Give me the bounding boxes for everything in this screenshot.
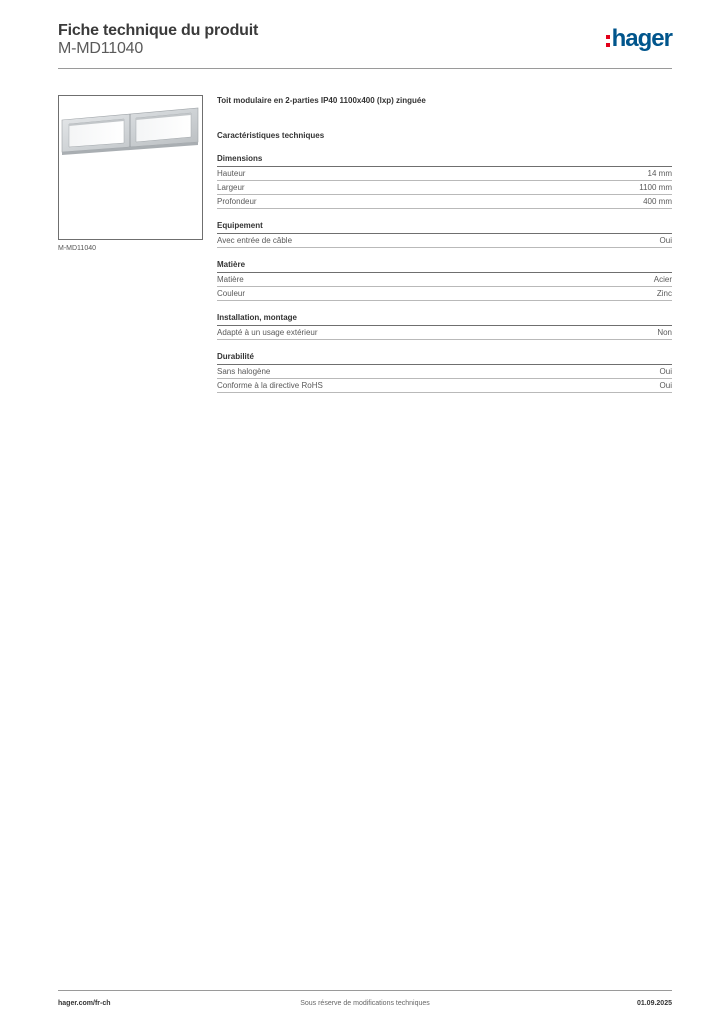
spec-group-title: Durabilité [217,350,672,365]
spec-label: Profondeur [217,197,257,206]
spec-label: Avec entrée de câble [217,236,293,245]
spec-value: Oui [659,381,672,390]
spec-group-title: Matière [217,258,672,273]
spec-label: Couleur [217,289,246,298]
footer-notice: Sous réserve de modifications techniques [300,1000,430,1007]
spec-row [217,379,672,393]
spec-group-title: Equipement [217,219,672,234]
logo-text: hager [611,25,672,52]
spec-value: 14 mm [647,169,672,178]
spec-label: Largeur [217,183,245,192]
spec-value: Acier [653,275,672,284]
spec-row [217,365,672,379]
spec-label: Hauteur [217,169,246,178]
spec-label: Adapté à un usage extérieur [217,328,318,337]
page-footer [58,998,672,1010]
hager-logo [606,26,672,52]
spec-row [217,167,672,181]
spec-label: Sans halogène [217,367,271,376]
spec-group-dimensions [217,152,672,209]
image-caption: M-MD11040 [58,245,96,252]
spec-row [217,287,672,301]
spec-value: Oui [659,236,672,245]
spec-row [217,326,672,340]
header-divider [58,68,672,69]
product-name: Toit modulaire en 2-parties IP40 1100x400 (lxp) zinguée [217,96,426,105]
spec-row [217,195,672,209]
spec-group-durabilite [217,350,672,393]
spec-group-matiere [217,258,672,301]
page-title: Fiche technique du produit [58,22,259,39]
logo-dots-icon [606,35,610,47]
footer-date: 01.09.2025 [636,1000,672,1007]
spec-value: 1100 mm [639,183,672,192]
spec-row [217,273,672,287]
spec-group-title: Dimensions [217,152,672,167]
spec-label: Conforme à la directive RoHS [217,381,323,390]
modular-roof-illustration [59,96,202,239]
spec-row [217,234,672,248]
product-image [58,95,203,240]
spec-value: Zinc [656,289,672,298]
spec-group-title: Installation, montage [217,311,672,326]
spec-value: 400 mm [643,197,672,206]
spec-label: Matière [217,275,244,284]
spec-row [217,181,672,195]
product-details [217,95,672,393]
footer-divider [58,990,672,991]
page-header [58,20,672,70]
spec-group-equipement [217,219,672,248]
specs-heading: Caractéristiques techniques [217,131,325,140]
footer-website-link[interactable]: hager.com/fr-ch [58,1000,111,1007]
spec-value: Non [657,328,672,337]
spec-value: Oui [659,367,672,376]
spec-group-installation [217,311,672,340]
product-reference: M-MD11040 [58,40,144,57]
